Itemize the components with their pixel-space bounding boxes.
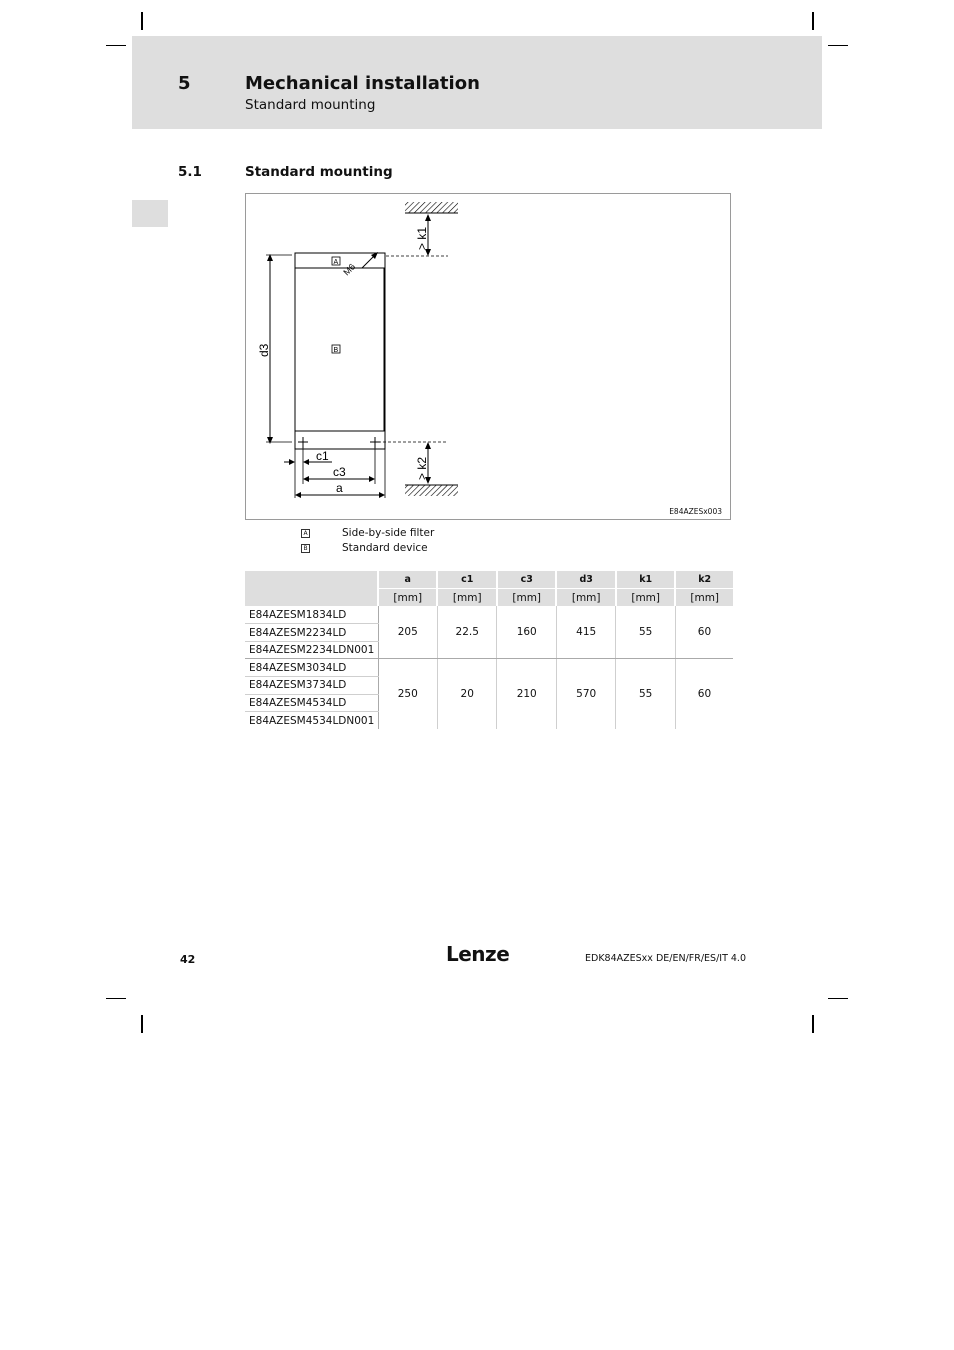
- mounting-drawing: [246, 194, 732, 521]
- c1-label: c1: [316, 449, 329, 463]
- value-cell: 205: [378, 606, 437, 659]
- k2-label: > k2: [415, 456, 429, 480]
- unit-header: [mm]: [556, 589, 615, 607]
- value-cell: 60: [675, 606, 733, 659]
- value-cell: 55: [616, 606, 675, 659]
- column-header: k2: [675, 571, 733, 589]
- device-cell: E84AZESM2234LDN001: [245, 641, 378, 659]
- table-row: [245, 659, 733, 677]
- chapter-number: 5: [178, 73, 191, 94]
- legend-text: Standard device: [342, 542, 428, 554]
- crop-mark: [812, 1015, 814, 1033]
- column-header: c1: [437, 571, 496, 589]
- column-header: a: [378, 571, 437, 589]
- device-cell: E84AZESM4534LDN001: [245, 712, 378, 730]
- legend-item: [301, 542, 428, 554]
- value-cell: 20: [437, 659, 496, 729]
- legend-badge: B: [301, 544, 310, 553]
- section-number: 5.1: [178, 164, 202, 180]
- crop-mark: [812, 12, 814, 30]
- value-cell: 210: [497, 659, 556, 729]
- legend-item: [301, 527, 434, 539]
- c3-label: c3: [333, 465, 346, 479]
- unit-header: [mm]: [437, 589, 496, 607]
- legend-badge: A: [301, 529, 310, 538]
- badge-b-label: B: [333, 347, 339, 354]
- crop-mark: [828, 45, 848, 46]
- table-corner: [245, 571, 378, 606]
- chapter-subtitle: Standard mounting: [245, 97, 376, 113]
- column-header: c3: [497, 571, 556, 589]
- unit-header: [mm]: [378, 589, 437, 607]
- section-title: Standard mounting: [245, 164, 393, 180]
- page-number: 42: [180, 953, 196, 966]
- unit-header: [mm]: [616, 589, 675, 607]
- side-tab-marker: [132, 200, 168, 227]
- chapter-title: Mechanical installation: [245, 73, 480, 94]
- crop-mark: [828, 998, 848, 999]
- column-header: k1: [616, 571, 675, 589]
- crop-mark: [106, 998, 126, 999]
- value-cell: 250: [378, 659, 437, 729]
- document-id: EDK84AZESxx DE/EN/FR/ES/IT 4.0: [585, 953, 746, 964]
- value-cell: 415: [556, 606, 615, 659]
- figure-code: E84AZESx003: [669, 507, 722, 516]
- crop-mark: [141, 12, 143, 30]
- mounting-diagram: [245, 193, 731, 520]
- m6-label: M6: [341, 261, 358, 278]
- dimensions-table: [245, 571, 733, 729]
- value-cell: 570: [556, 659, 615, 729]
- value-cell: 60: [697, 688, 712, 701]
- unit-header: [mm]: [497, 589, 556, 607]
- device-cell: E84AZESM2234LD: [245, 624, 378, 642]
- top-wall-hatch: [405, 202, 458, 213]
- k1-label: > k1: [415, 226, 429, 250]
- column-header: d3: [556, 571, 615, 589]
- legend-text: Side-by-side filter: [342, 527, 435, 539]
- unit-header: [mm]: [675, 589, 733, 607]
- value-cell: 22.5: [437, 606, 496, 659]
- table-row: [245, 606, 733, 624]
- device-cell: E84AZESM3734LD: [245, 677, 378, 695]
- crop-mark: [141, 1015, 143, 1033]
- device-cell: E84AZESM4534LD: [245, 694, 378, 712]
- d3-label: d3: [257, 343, 271, 357]
- bottom-wall-hatch: [405, 485, 458, 496]
- badge-a-label: A: [333, 259, 339, 266]
- crop-mark: [106, 45, 126, 46]
- device-cell: E84AZESM1834LD: [245, 606, 378, 624]
- device-cell: E84AZESM3034LD: [245, 659, 378, 677]
- a-label: a: [336, 481, 343, 495]
- value-cell: 160: [497, 606, 556, 659]
- value-cell: 55: [616, 659, 675, 729]
- lenze-logo: Lenze: [446, 942, 510, 966]
